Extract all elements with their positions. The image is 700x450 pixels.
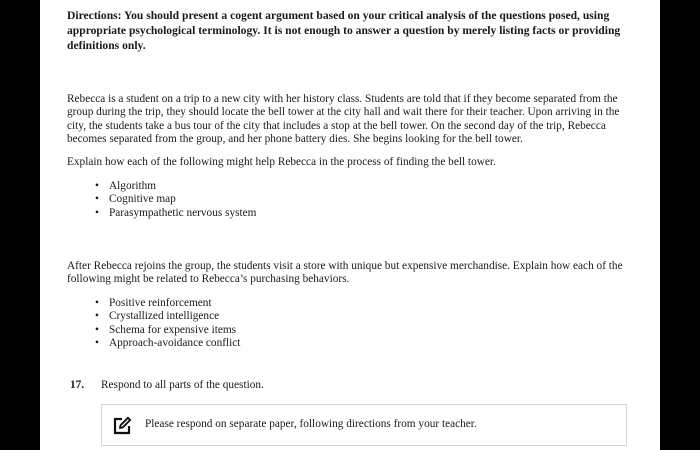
list-item: • Schema for expensive items	[95, 324, 240, 337]
directions-text: Directions: You should present a cogent argument based on your critical analysis of the questions posed, using appropriate psychological terminology. It is not enough to answer a question by merely listing facts or providing definitions only.	[67, 9, 621, 52]
question-number: 17.	[70, 379, 85, 391]
list-item: • Cognitive map	[95, 193, 256, 206]
list-item: • Parasympathetic nervous system	[95, 207, 256, 220]
list-item: • Approach-avoidance conflict	[95, 337, 240, 350]
part-a-prompt: Explain how each of the following might help Rebecca in the process of finding the bell tower.	[67, 156, 496, 168]
edit-icon	[112, 416, 132, 436]
part-b-list	[95, 297, 240, 351]
response-box[interactable]	[101, 404, 627, 446]
part-a-list	[95, 180, 256, 220]
list-item: • Algorithm	[95, 180, 256, 193]
response-instructions: Please respond on separate paper, following directions from your teacher.	[145, 418, 477, 430]
document-page	[40, 0, 660, 450]
part-b-prompt: After Rebecca rejoins the group, the students visit a store with unique but expensive merchandise. Explain how each of the following might be related to Rebecca’s purchasing behaviors.	[67, 260, 623, 286]
list-item: • Positive reinforcement	[95, 297, 240, 310]
scenario-paragraph: Rebecca is a student on a trip to a new city with her history class. Students are told that if they become separated from the group during the trip, they should locate the bell tower at the city hall and wait there for their teacher. Upon arriving in the city, the students take a bus tour of the city that includes a stop at the bell tower. On the second day of the trip, Rebecca becomes separated from the group, and her phone battery dies. She begins looking for the bell tower.	[67, 93, 620, 145]
list-item: • Crystallized intelligence	[95, 310, 240, 323]
question-text: Respond to all parts of the question.	[101, 379, 264, 391]
